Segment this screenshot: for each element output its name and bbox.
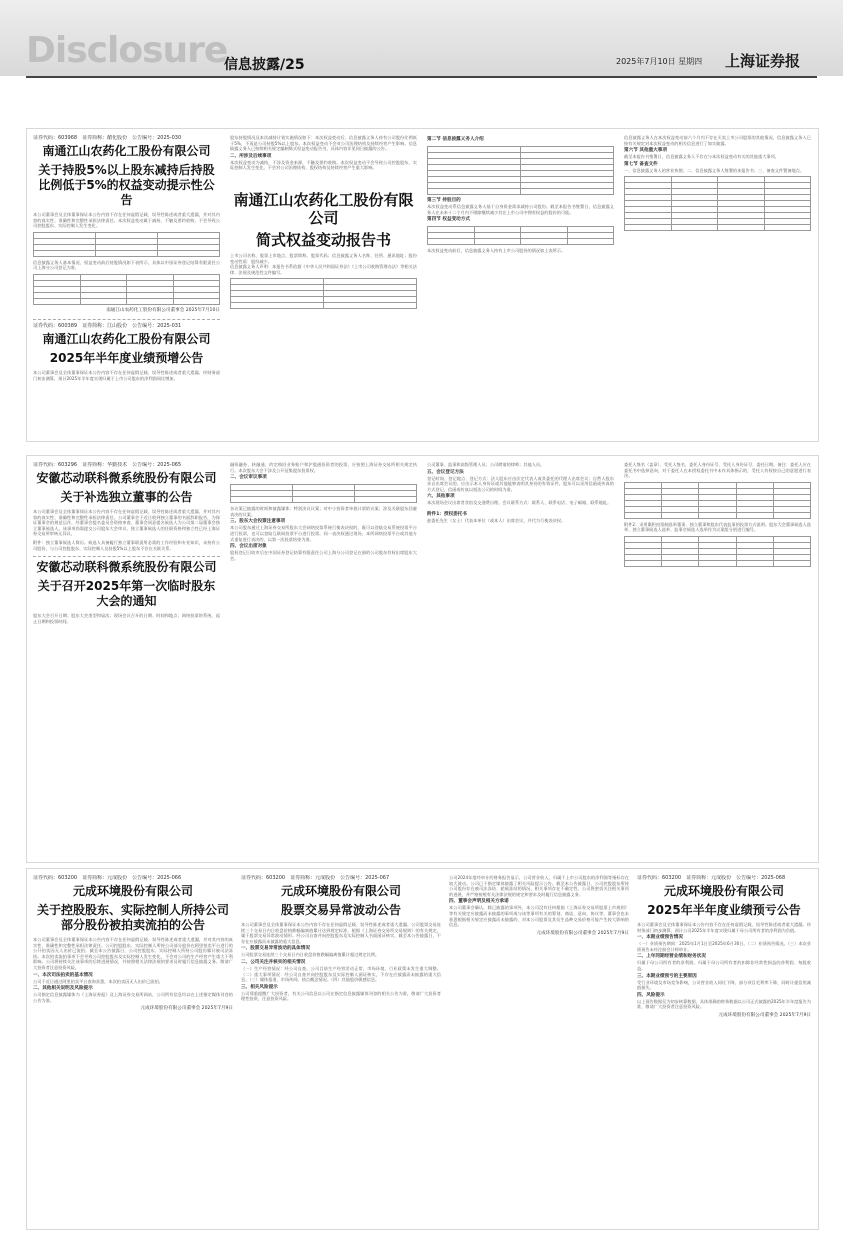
announcement-meta: 证券代码：603296 证券简称：华勤技术 公告编号：2025-065 <box>33 462 182 468</box>
panel-xindong <box>26 455 819 863</box>
column-3: 公司2024年度经审计的财务报告显示，公司营业收入、归属于上市公司股东的净利润等指标存在较大波动。公司已于指定媒体披露了相关风险提示公告。截至本公告披露日，公司控股股东所持公司股份存在被司法冻结、轮候冻结的情况，相关事项存在不确定性。公司将密切关注相关事项的进展，并严格按照有关法律法规的规定和要求及时履行信息披露义务。 四、董事会声明及相关方承诺 本公司董事会确认，除已披露的事项外，本公司没有任何根据《上海证券交易所股票上市规则》等有关规定应披露而未披露的事项或与该等事项有关的筹划、商谈、意向、协议等，董事会也未获悉根据相关规定应披露而未披露的、对本公司股票及其衍生品种交易价格可能产生较大影响的信息。 元成环境股份有限公司董事会 2025年7月9日 <box>449 875 629 936</box>
info-table <box>427 146 614 195</box>
announcement-meta: 证券代码：603200 证券简称：元成股份 公告编号：2025-068 <box>637 875 786 881</box>
announcement-meta: 证券代码：603200 证券简称：元成股份 公告编号：2025-067 <box>241 875 390 881</box>
announcement-meta: 证券代码：603200 证券简称：元成股份 公告编号：2025-066 <box>33 875 182 881</box>
company-name: 安徽芯动联科微系统股份有限公司 <box>36 471 217 485</box>
cumulative-vote-table <box>624 536 811 567</box>
masthead <box>0 0 843 78</box>
company-name: 南通江山农药化工股份有限公司 <box>233 190 414 227</box>
data-table <box>33 232 220 257</box>
masthead-wordmark: Disclosure <box>26 30 228 71</box>
announcement-meta: 证券代码：603968 证券简称：醋化股份 公告编号：2025-030 <box>33 135 182 141</box>
announcement-title: 关于补选独立董事的公告 <box>60 490 193 504</box>
company-name: 元成环境股份有限公司 <box>280 884 401 898</box>
company-name: 安徽芯动联科微系统股份有限公司 <box>36 560 217 575</box>
column-2: 股东持股情况及本次减持计划实施情况如下：本次权益变动后，信息披露义务人持有公司股份比例低于5%，不再是公司持股5%以上股东。本次权益变动不会对公司治理结构及持续经营产生影响。信息披露义务人已按照相关规定编制简式权益变动报告书，具体内容详见同日披露的公告。 二、所涉及后续事项 本次权益变动为减持，不涉及资金来源，不触及要约收购。本次权益变动不会导致公司控股股东、实际控制人发生变化，不会对公司治理结构、股权结构及持续经营产生重大影响。 南通江山农药化工股份有限公司 简式权益变动报告书 上市公司名称、股票上市地点、股票简称、股票代码；信息披露义务人名称、住所、通讯地址；股份变动性质：股份减少。 信息披露义务人声明：本报告书系依据《中华人民共和国证券法》《上市公司收购管理办法》等相关法律、法规及规范性文件编写。 <box>230 135 417 435</box>
masthead-rule <box>26 76 817 78</box>
issue-date: 2025年7月10日 星期四 <box>616 57 703 66</box>
panel-jiangshan <box>26 128 819 442</box>
announcement-title: 关于持股5%以上股东减持后持股比例低于5%的权益变动提示性公告 <box>38 163 215 207</box>
signature: 元成环境股份有限公司董事会 2025年7月9日 <box>140 1006 233 1012</box>
column-1: 证券代码：603200 证券简称：元成股份 公告编号：2025-066 元成环境股份有限公司 关于控股股东、实际控制人所持公司部分股份被拍卖流拍的公告 本公司董事会及全体董事保证本公告内容不存在任何虚假记载、误导性陈述或者重大遗漏，并对其内容的真实性、准确性和完整性承担法律责任。公司控股股东、实际控制人所持公司部分股份在阿里拍卖平台进行的公开拍卖因无人出价已流拍。截至本公告披露日，公司控股股东、实际控制人所持公司股份累计被司法冻结。本次拍卖流拍事项不会导致公司控股股东及实际控制人发生变化，不会对公司的生产经营产生重大不利影响。公司将持续关注该事项的后续进展情况，并按照相关法律法规的要求及时履行信息披露义务。敬请广大投资者注意投资风险。 一、本次司法拍卖的基本情况 公司于近日通过阿里拍卖平台查询获悉，本次拍卖因无人出价已流拍。 二、其他相关说明及风险提示 公司指定信息披露媒体为《上海证券报》及上海证券交易所网站，公司所有信息均以在上述指定媒体刊登的公告为准。 元成环境股份有限公司董事会 2025年7月9日 <box>33 875 233 1012</box>
section-title: 信息披露/25 <box>224 57 305 73</box>
agenda-table <box>230 484 417 503</box>
column-3: 第二节 信息披露义务人介绍 第三节 持股目的 本次权益变动系信息披露义务人基于自身资金需求减持公司股份。截至本报告书签署日，信息披露义务人在未来十二个月内不排除继续减少其在上市公司中拥有权益的股份的可能。 第四节 权益变动方式 本次权益变动前后，信息披露义务人持有上市公司股份的情况如上表所示。 <box>427 137 614 254</box>
column-4: 信息披露义务人在本次权益变动前六个月内不存在买卖上市公司股票的其他情况。信息披露义务人已按有关规定对本次权益变动的相关信息进行了如实披露。 第六节 其他重大事项 截至本报告书签署日，信息披露义务人不存在与本次权益变动有关的其他重大事项。 第七节 备查文件 一、信息披露义务人的营业执照；二、信息披露义务人签署的本报告书；三、备查文件置备地点。 <box>624 135 811 435</box>
company-name: 元成环境股份有限公司 <box>663 884 784 898</box>
signature: 元成环境股份有限公司董事会 2025年7月9日 <box>718 1012 811 1018</box>
company-name: 南通江山农药化工股份有限公司 <box>42 331 211 346</box>
column-4: 证券代码：603200 证券简称：元成股份 公告编号：2025-068 元成环境股份有限公司 2025年半年度业绩预亏公告 本公司董事会及全体董事保证本公告内容不存在任何虚假记载、误导性陈述或者重大遗漏。经财务部门初步测算，预计公司2025年半年度实现归属于母公司所有者的净利润为负值。 一、本期业绩预告情况 （一）业绩预告期间：2025年1月1日至2025年6月30日。（二）业绩预告情况。（三）本次业绩预告未经注册会计师审计。 二、上年同期经营业绩和财务状况 归属于母公司所有者的净利润、归属于母公司所有者的扣除非经常性损益的净利润、每股收益。 三、本期业绩预亏的主要原因 受行业环境及市场竞争影响，公司营业收入同比下降，部分项目毛利率下降，同时计提信用减值损失。 四、风险提示 以上预告数据仅为初步核算数据，具体准确的财务数据以公司正式披露的2025年半年度报告为准，敬请广大投资者注意投资风险。 元成环境股份有限公司董事会 2025年7月9日 <box>637 875 811 1018</box>
column-1: 证券代码：603296 证券简称：华勤技术 公告编号：2025-065 安徽芯动联科微系统股份有限公司 关于补选独立董事的公告 本公司董事会及全体董事保证本公告内容不存在任何虚假记载、误导性陈述或者重大遗漏，并对其内容的真实性、准确性和完整性承担法律责任。公司董事会于近日收到独立董事的书面辞职报告，为保证董事会的规范运作，经董事会提名委员会资格审查，董事会同意提名候选人为公司第二届董事会独立董事候选人。该事项尚需提交公司股东大会审议。独立董事候选人的任职资格和独立性已经上海证券交易所审核无异议。 附件：独立董事候选人简历。候选人具备履行独立董事职责所必需的工作经验和专业知识，未持有公司股份，与公司控股股东、实际控制人及持股5%以上股东不存在关联关系。 安徽芯动联科微系统股份有限公司 关于召开2025年第一次临时股东大会的通知 股东大会召开日期；股东大会类型和届次；现场会议召开的日期、时间和地点；网络投票的系统、起止日期和投票时间。 <box>33 462 220 624</box>
body-text: 本公司董事会及全体董事保证本公告内容不存在任何虚假记载、误导性陈述或者重大遗漏，并对其内容的真实性、准确性和完整性承担法律责任。本次权益变动属于减持，不触及要约收购，不会导致公司控股股东、实际控制人发生变化。 <box>33 212 220 229</box>
signature: 元成环境股份有限公司董事会 2025年7月9日 <box>536 930 629 936</box>
change-table <box>427 226 614 245</box>
announcement-title: 关于控股股东、实际控制人所持公司部分股份被拍卖流拍的公告 <box>36 903 229 932</box>
column-3: 公司董事、监事和高级管理人员；公司聘请的律师；其他人员。 五、会议登记方法 登记时间、登记地点、登记方式：法人股东应由法定代表人或其委托的代理人出席会议；自然人股东亲自出席会议的，应出示本人身份证或其他能够表明其身份的有效证件。股东可以采用信函或传真的方式登记，信函或传真以抵达公司的时间为准。 六、其他事项 本次现场会议出席者食宿及交通费自理。会议联系方式：联系人、联系电话、电子邮箱、联系地址。 附件1：授权委托书 兹委托先生（女士）代表本单位（或本人）出席会议，并代为行使表决权。 <box>427 462 614 523</box>
announcement-meta: 证券代码：600389 证券简称：江山股份 公告编号：2025-031 <box>33 322 182 329</box>
column-1: 证券代码：603968 证券简称：醋化股份 公告编号：2025-030 南通江山农药化工股份有限公司 关于持股5%以上股东减持后持股比例低于5%的权益变动提示性公告 本公司董事会及全体董事保证本公告内容不存在任何虚假记载、误导性陈述或者重大遗漏，并对其内容的真实性、准确性和完整性承担法律责任。本次权益变动属于减持，不触及要约收购，不会导致公司控股股东、实际控制人发生变化。 信息披露义务人基本情况、权益变动前后持股情况如下表所示，具体以中国证券登记结算有限责任公司上海分公司登记为准。 南通江山农药化工股份有限公司董事会 2025年7月10日 证券代码：600389 证券简称：江山股份 公告编号：2025-031 南通江山农药化工股份有限公司 2025年半年度业绩预增公告 本公司董事会及全体董事保证本公告内容不存在任何虚假记载、误导性陈述或者重大遗漏。经财务部门初步测算，预计2025年半年度实现归属于上市公司股东的净利润同比增加。 <box>33 135 220 381</box>
newspaper-logo: 上海证券报 <box>725 52 801 70</box>
column-2: 证券代码：603200 证券简称：元成股份 公告编号：2025-067 元成环境股份有限公司 股票交易异常波动公告 本公司董事会及全体董事保证本公告内容不存在任何虚假记载、误导性陈述或者重大遗漏。公司股票交易连续三个交易日内日收盘价格跌幅偏离值累计达到规定标准，根据《上海证券交易所交易规则》的有关规定，属于股票交易异常波动情形。经公司自查并向控股股东及实际控制人书面函证核实，截至本公告披露日，不存在应披露而未披露的重大信息。 一、股票交易异常波动的具体情况 公司股票交易连续三个交易日内日收盘价格跌幅偏离值累计超过规定比例。 二、公司关注并核实的相关情况 （一）生产经营情况：经公司自查，公司目前生产经营活动正常，市场环境、行业政策未发生重大调整。（二）重大事项情况：经公司自查并向控股股东及实际控制人函证核实，不存在应披露而未披露的重大信息。（三）媒体报道、市场传闻、热点概念情况。（四）其他股价敏感信息。 三、相关风险提示 公司郑重提醒广大投资者，有关公司信息以公司在指定信息披露媒体刊登的相关公告为准，敬请广大投资者理性投资，注意投资风险。 <box>241 875 441 1002</box>
company-name: 元成环境股份有限公司 <box>72 884 193 898</box>
company-name: 南通江山农药化工股份有限公司 <box>42 144 211 158</box>
announcement-title: 关于召开2025年第一次临时股东大会的通知 <box>37 579 216 609</box>
announcement-title: 2025年半年度业绩预亏公告 <box>647 903 801 917</box>
appendix-table <box>624 176 811 231</box>
report-title: 简式权益变动报告书 <box>255 230 391 249</box>
column-2: 融资融券、转融通、约定购回业务账户和沪股通投资者的投票，应按照上海证券交易所相关规定执行。本次股东大会不涉及公开征集股东投票权。 二、会议审议事项 各议案已披露的时间和披露媒体；特别决议议案；对中小投资者单独计票的议案；涉及关联股东回避表决的议案。 三、股东大会投票注意事项 本公司股东通过上海证券交易所股东大会网络投票系统行使表决权的，既可以登陆交易系统投票平台进行投票，也可以登陆互联网投票平台进行投票。同一表决权通过现场、本所网络投票平台或其他方式重复进行表决的，以第一次投票结果为准。 四、会议出席对象 股权登记日收市后在中国证券登记结算有限责任公司上海分公司登记在册的公司股东有权出席股东大会。 <box>230 462 417 561</box>
vote-table <box>624 482 811 519</box>
holding-table <box>33 274 220 305</box>
panel-yuancheng <box>26 868 819 1230</box>
column-4: 委托人签名（盖章）、受托人签名、委托人身份证号、受托人身份证号、委托日期。备注：委托人应在委托书中选择意向，对于委托人在本授权委托书中未作具体指示的，受托人有权按自己的意愿进行表决。 附件2：采用累积投票制选举董事、独立董事和股东代表监事的投票方式说明。股东大会董事候选人选举、独立董事候选人选举、监事会候选人选举作为议案组分别进行编号。 <box>624 462 811 856</box>
announcement-title: 股票交易异常波动公告 <box>280 903 401 917</box>
signature: 南通江山农药化工股份有限公司董事会 2025年7月10日 <box>106 307 220 313</box>
definition-table <box>230 278 417 309</box>
announcement-title: 2025年半年度业绩预增公告 <box>49 350 204 365</box>
